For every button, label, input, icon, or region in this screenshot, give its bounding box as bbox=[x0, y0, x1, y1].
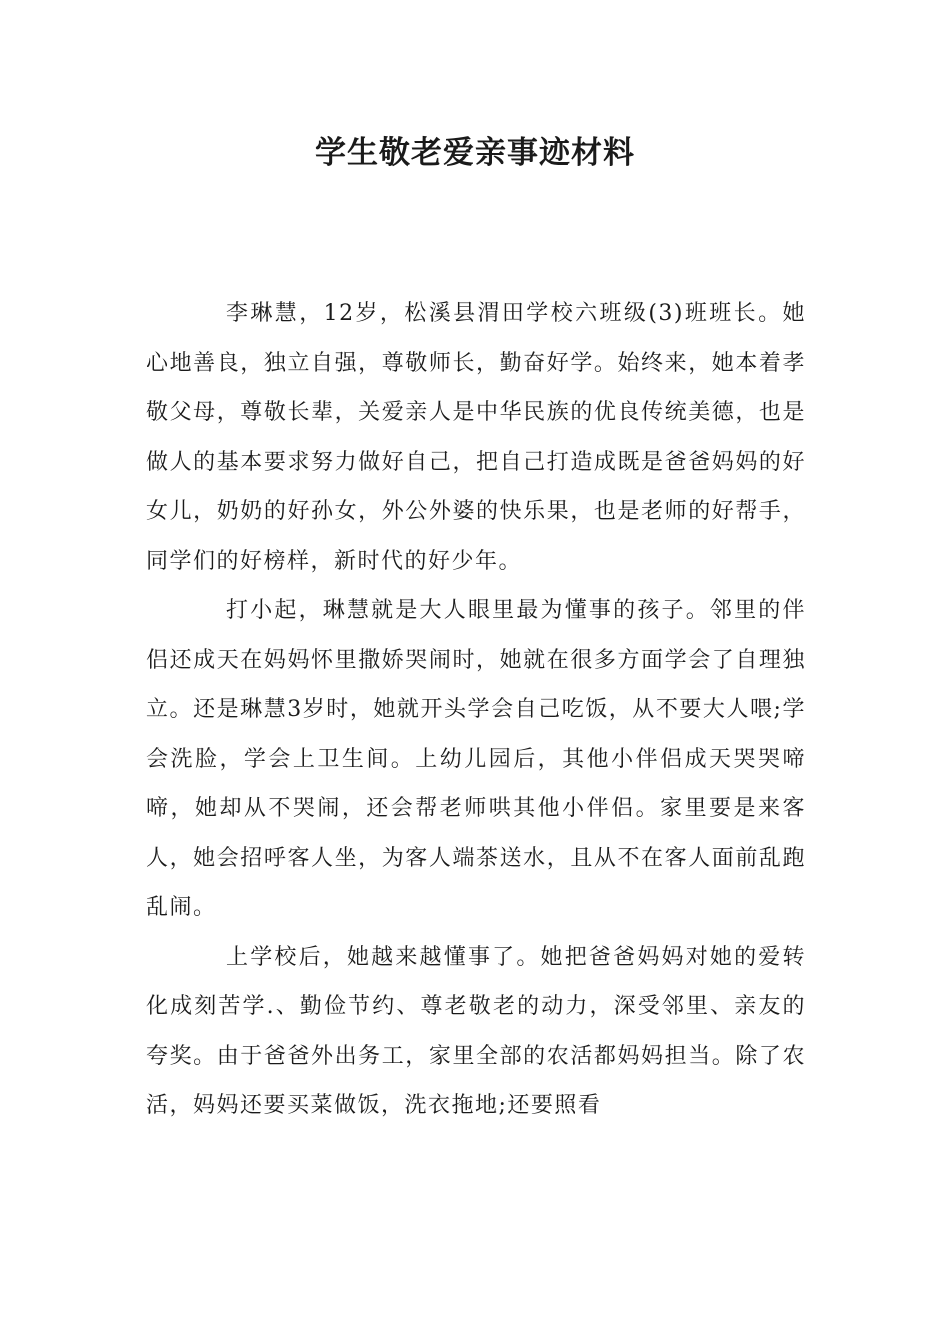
paragraph-3: 上学校后，她越来越懂事了。她把爸爸妈妈对她的爱转化成刻苦学.、勤俭节约、尊老敬老的动力，深受邻里、亲友的夸奖。由于爸爸外出务工，家里全部的农活都妈妈担当。除了农活，妈妈还要买菜做饭，洗衣拖地;还要照看 bbox=[146, 944, 806, 1118]
document-title: 学生敬老爱亲事迹材料 bbox=[315, 135, 635, 171]
paragraph-2: 打小起，琳慧就是大人眼里最为懂事的孩子。邻里的伴侣还成天在妈妈怀里撒娇哭闹时，她就在很多方面学会了自理独立。还是琳慧3岁时，她就开头学会自己吃饭，从不要大人喂;学会洗脸，学会上卫生间。上幼儿园后，其他小伴侣成天哭哭啼啼，她却从不哭闹，还会帮老师哄其他小伴侣。家里要是来客人，她会招呼客人坐，为客人端茶送水，且从不在客人面前乱跑乱闹。 bbox=[146, 598, 806, 920]
document-body bbox=[146, 289, 806, 1131]
paragraph-1: 李琳慧，12岁，松溪县渭田学校六班级(3)班班长。她心地善良，独立自强，尊敬师长，勤奋好学。始终来，她本着孝敬父母，尊敬长辈，关爱亲人是中华民族的优良传统美德，也是做人的基本要求努力做好自己，把自己打造成既是爸爸妈妈的好女儿，奶奶的好孙女，外公外婆的快乐果，也是老师的好帮手，同学们的好榜样，新时代的好少年。 bbox=[146, 301, 806, 574]
